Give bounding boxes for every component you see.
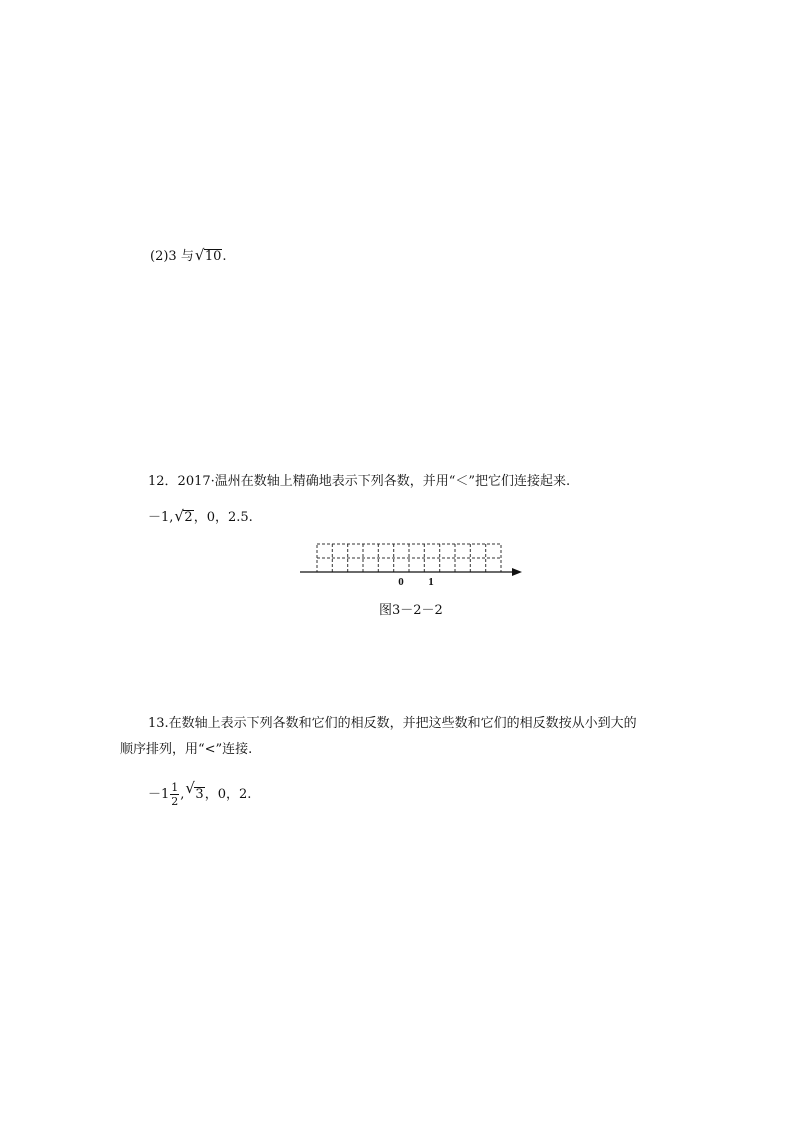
radicand: 10 [204,249,222,264]
radical-sign: √ [194,246,205,264]
q13-numbers-prefix: －1 [148,787,170,802]
q13-comma: , [180,787,185,802]
question-12-numbers [148,507,253,526]
sqrt-10 [194,246,223,265]
number-line-figure [296,540,526,590]
radical-sign: √ [185,779,195,797]
fraction-denominator: 2 [171,795,179,808]
part-2-comparison [150,246,227,265]
radical-sign: √ [174,507,184,525]
part-2-suffix: . [222,249,227,264]
axis-label-zero: 0 [398,576,404,588]
sqrt-3 [185,779,204,808]
fraction-numerator: 1 [171,781,179,794]
question-13-line-2: 顺序排列，用“<”连接. [120,742,253,757]
q13-numbers-suffix: ，0，2. [204,787,252,802]
radicand: 2 [184,510,193,525]
q12-numbers-suffix: ，0，2.5. [193,510,253,525]
q12-numbers-prefix: －1, [148,510,174,525]
question-13-numbers [148,779,252,808]
question-12-text: 12．2017·温州在数轴上精确地表示下列各数，并用“＜”把它们连接起来. [148,474,571,489]
sqrt-2 [174,507,193,526]
axis-arrow-icon [512,568,522,576]
question-13-line-1: 13.在数轴上表示下列各数和它们的相反数，并把这些数和它们的相反数按从小到大的 [148,716,637,731]
figure-caption: 图3－2－2 [379,603,443,618]
part-2-prefix: (2)3 与 [150,249,194,264]
dashed-grid [317,544,501,572]
axis-label-one: 1 [428,576,434,588]
fraction-one-half [170,782,179,807]
radicand: 3 [195,787,204,802]
